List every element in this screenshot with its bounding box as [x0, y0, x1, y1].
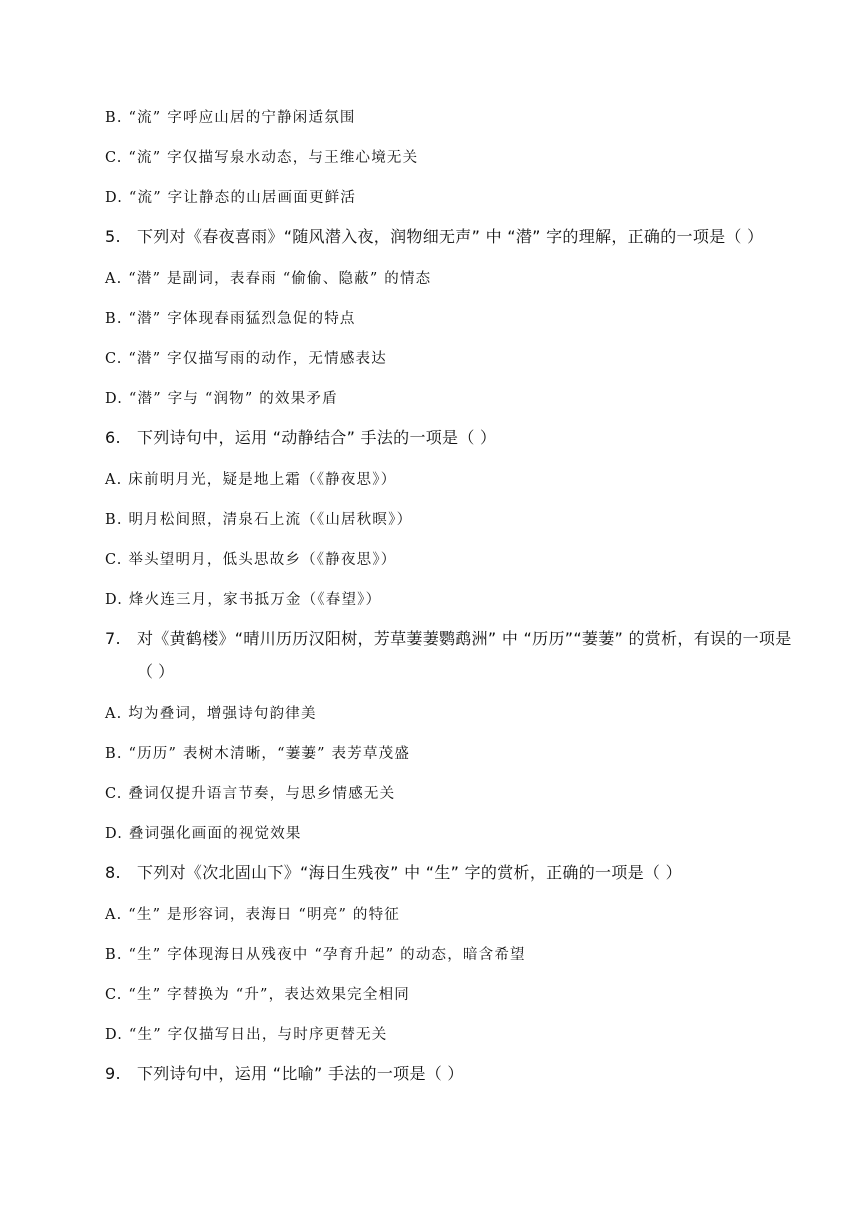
- option-c-q5: C. “潜” 字仅描写雨的动作，无情感表达: [105, 351, 387, 367]
- option-a-q7: A. 均为叠词，增强诗句韵律美: [105, 706, 317, 722]
- question-text: 下列诗句中，运用 “动静结合” 手法的一项是（ ）: [137, 428, 497, 447]
- question-6: [105, 425, 496, 448]
- question-9: [105, 1061, 464, 1084]
- option-d-q4: D. “流” 字让静态的山居画面更鲜活: [105, 190, 357, 206]
- question-text: 下列对《次北固山下》“海日生残夜” 中 “生” 字的赏析，正确的一项是（ ）: [137, 863, 682, 882]
- option-d-q8: D. “生” 字仅描写日出，与时序更替无关: [105, 1027, 388, 1043]
- question-number: 6.: [105, 428, 121, 447]
- question-number: 5.: [105, 227, 121, 246]
- option-a-q5: A. “潜” 是副词，表春雨 “偷偷、隐蔽” 的情态: [105, 271, 432, 287]
- question-number: 8.: [105, 863, 121, 882]
- option-a-q8: A. “生” 是形容词，表海日 “明亮” 的特征: [105, 907, 400, 923]
- option-c-q7: C. 叠词仅提升语言节奏，与思乡情感无关: [105, 786, 396, 802]
- question-text: 下列诗句中，运用 “比喻” 手法的一项是（ ）: [137, 1064, 464, 1083]
- option-b-q7: B. “历历” 表树木清晰，“萋萋” 表芳草茂盛: [105, 746, 411, 762]
- option-b-q6: B. 明月松间照，清泉石上流（《山居秋暝》）: [105, 512, 413, 528]
- option-d-q5: D. “潜” 字与 “润物” 的效果矛盾: [105, 391, 338, 407]
- question-text: 下列对《春夜喜雨》“随风潜入夜，润物细无声” 中 “潜” 字的理解，正确的一项是（ ）: [137, 227, 764, 246]
- option-d-q7: D. 叠词强化画面的视觉效果: [105, 826, 302, 842]
- question-7-continuation: （ ）: [137, 662, 175, 681]
- question-5: [105, 224, 763, 247]
- question-text: 对《黄鹤楼》“晴川历历汉阳树，芳草萋萋鹦鹉洲” 中 “历历”“萋萋” 的赏析，有误的一项是: [137, 629, 792, 648]
- question-8: [105, 860, 682, 883]
- option-b-q4: B. “流” 字呼应山居的宁静闲适氛围: [105, 110, 356, 126]
- question-number: 9.: [105, 1064, 121, 1083]
- option-b-q8: B. “生” 字体现海日从残夜中 “孕育升起” 的动态，暗含希望: [105, 947, 526, 963]
- option-d-q6: D. 烽火连三月，家书抵万金（《春望》）: [105, 592, 382, 608]
- question-7: [105, 626, 792, 649]
- option-c-q4: C. “流” 字仅描写泉水动态，与王维心境无关: [105, 150, 419, 166]
- question-number: 7.: [105, 629, 121, 648]
- option-c-q8: C. “生” 字替换为 “升”，表达效果完全相同: [105, 987, 410, 1003]
- option-b-q5: B. “潜” 字体现春雨猛烈急促的特点: [105, 311, 356, 327]
- option-c-q6: C. 举头望明月，低头思故乡（《静夜思》）: [105, 552, 397, 568]
- option-a-q6: A. 床前明月光，疑是地上霜（《静夜思》）: [105, 472, 397, 488]
